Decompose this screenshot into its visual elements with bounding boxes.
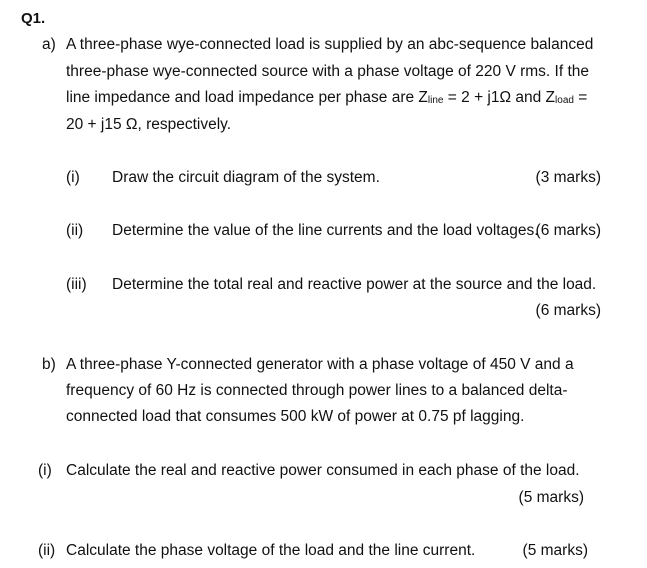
z-load-subscript: load	[555, 95, 574, 106]
part-b-item-1-text: Calculate the real and reactive power consumed in each phase of the load.	[66, 462, 580, 479]
part-a-item-3-marks: (6 marks)	[535, 302, 601, 319]
part-a-line-3	[66, 89, 587, 107]
part-a-item-1-text: Draw the circuit diagram of the system.	[112, 169, 380, 186]
part-a-line-3-mid: = 2 + j1Ω and Z	[443, 89, 556, 106]
part-b-item-2-label: (ii)	[38, 542, 56, 559]
part-b-item-2-marks: (5 marks)	[522, 542, 588, 559]
part-a-line-2: three-phase wye-connected source with a phase voltage of 220 V rms. If the	[66, 63, 589, 80]
part-a-label: a)	[42, 36, 56, 53]
z-line-subscript: line	[427, 95, 444, 106]
part-b-item-1-marks: (5 marks)	[518, 489, 584, 506]
part-a-line-4: 20 + j15 Ω, respectively.	[66, 116, 232, 133]
part-a-item-1-marks: (3 marks)	[535, 169, 601, 186]
part-a-item-2-label: (ii)	[66, 222, 84, 239]
part-b-label: b)	[42, 356, 56, 373]
part-a-line-3-post: =	[573, 89, 588, 106]
part-b-line-2: frequency of 60 Hz is connected through power lines to a balanced delta-	[66, 382, 568, 399]
part-b-item-2-text: Calculate the phase voltage of the load and the line current.	[66, 542, 476, 559]
part-a-item-3-text: Determine the total real and reactive power at the source and the load.	[112, 276, 597, 293]
question-title: Q1.	[21, 10, 46, 27]
part-b-item-1-label: (i)	[38, 462, 52, 479]
part-a-item-2-text: Determine the value of the line currents and the load voltages.	[112, 222, 539, 239]
part-b-line-1: A three-phase Y-connected generator with a phase voltage of 450 V and a	[66, 356, 574, 373]
part-b-line-3: connected load that consumes 500 kW of power at 0.75 pf lagging.	[66, 408, 525, 425]
part-a-item-2-marks: (6 marks)	[535, 222, 601, 239]
part-a-item-3-label: (iii)	[66, 276, 87, 293]
part-a-line-1: A three-phase wye-connected load is supplied by an abc-sequence balanced	[66, 36, 594, 53]
part-a-line-3-pre: line impedance and load impedance per phase are Z	[66, 89, 428, 106]
part-a-item-1-label: (i)	[66, 169, 80, 186]
